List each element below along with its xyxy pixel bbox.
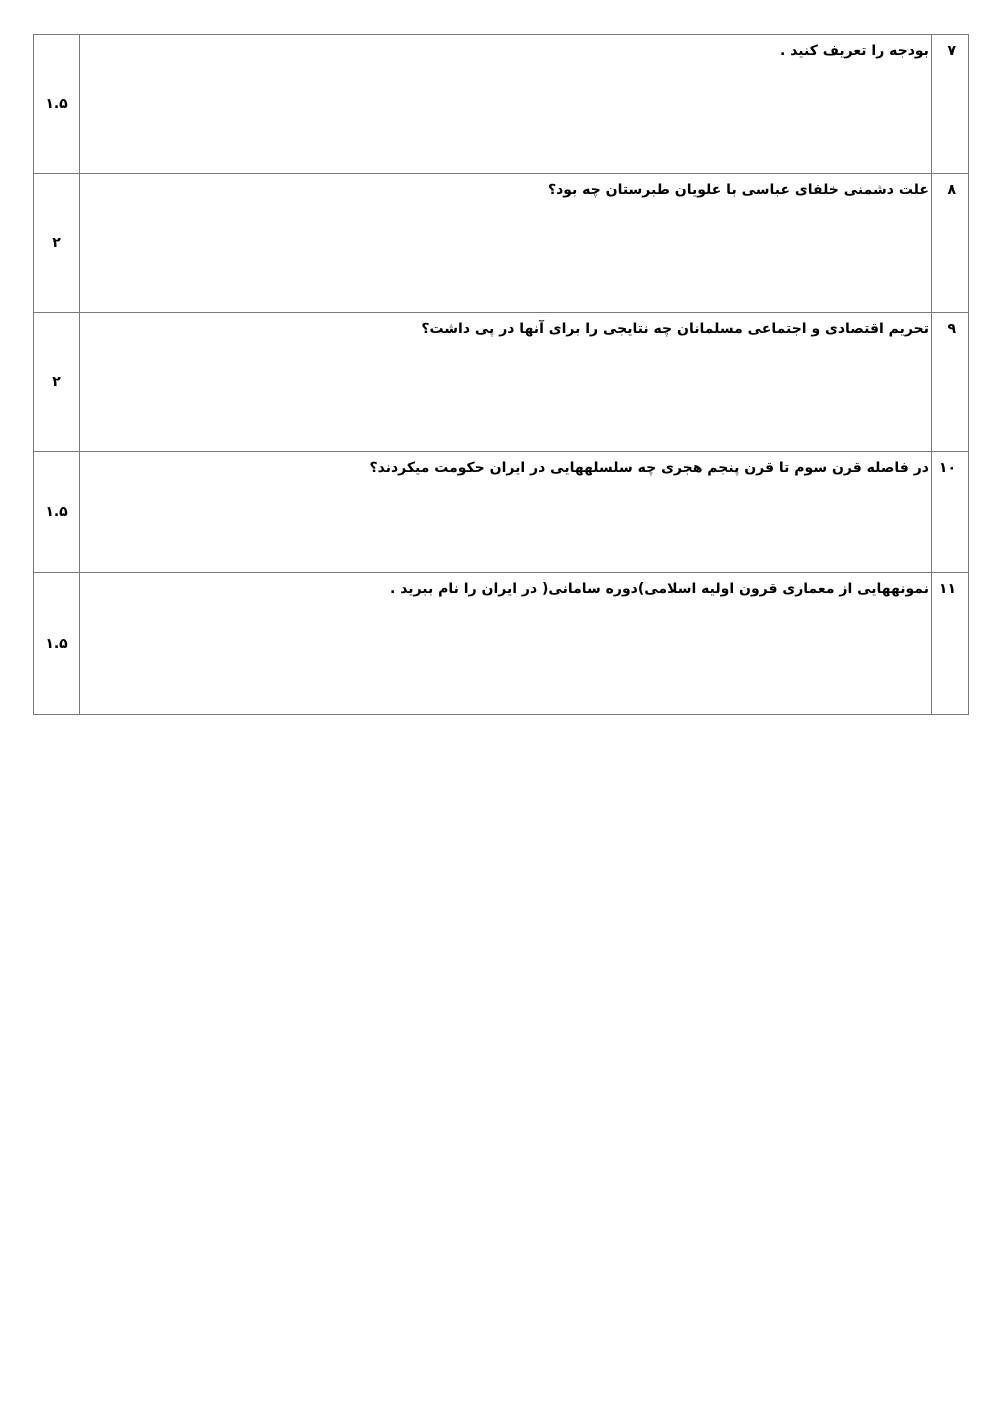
question-number: ۱۱	[931, 573, 968, 715]
question-number: ۱۰	[931, 452, 968, 573]
question-text: در فاصله قرن سوم تا قرن پنجم هجری چه سلسلههایی در ایران حکومت میکردند؟	[80, 452, 932, 573]
question-text: نمونههایی از معماری قرون اولیه اسلامی)دوره سامانی( در ایران را نام ببرید .	[80, 573, 932, 715]
question-row	[34, 452, 969, 573]
question-score: ۲	[34, 313, 80, 452]
question-number: ۹	[931, 313, 968, 452]
question-text: بودجه را تعریف کنید .	[80, 35, 932, 174]
question-row	[34, 313, 969, 452]
question-number: ۷	[931, 35, 968, 174]
question-number: ۸	[931, 174, 968, 313]
question-row	[34, 174, 969, 313]
question-score: ۱.۵	[34, 35, 80, 174]
question-score: ۲	[34, 174, 80, 313]
question-row	[34, 35, 969, 174]
question-text: تحریم اقتصادی و اجتماعی مسلمانان چه نتایجی را برای آنها در پی داشت؟	[80, 313, 932, 452]
question-row	[34, 573, 969, 715]
question-text: علت دشمنی خلفای عباسی با علویان طبرستان چه بود؟	[80, 174, 932, 313]
exam-questions-table	[33, 34, 969, 715]
question-score: ۱.۵	[34, 573, 80, 715]
question-score: ۱.۵	[34, 452, 80, 573]
